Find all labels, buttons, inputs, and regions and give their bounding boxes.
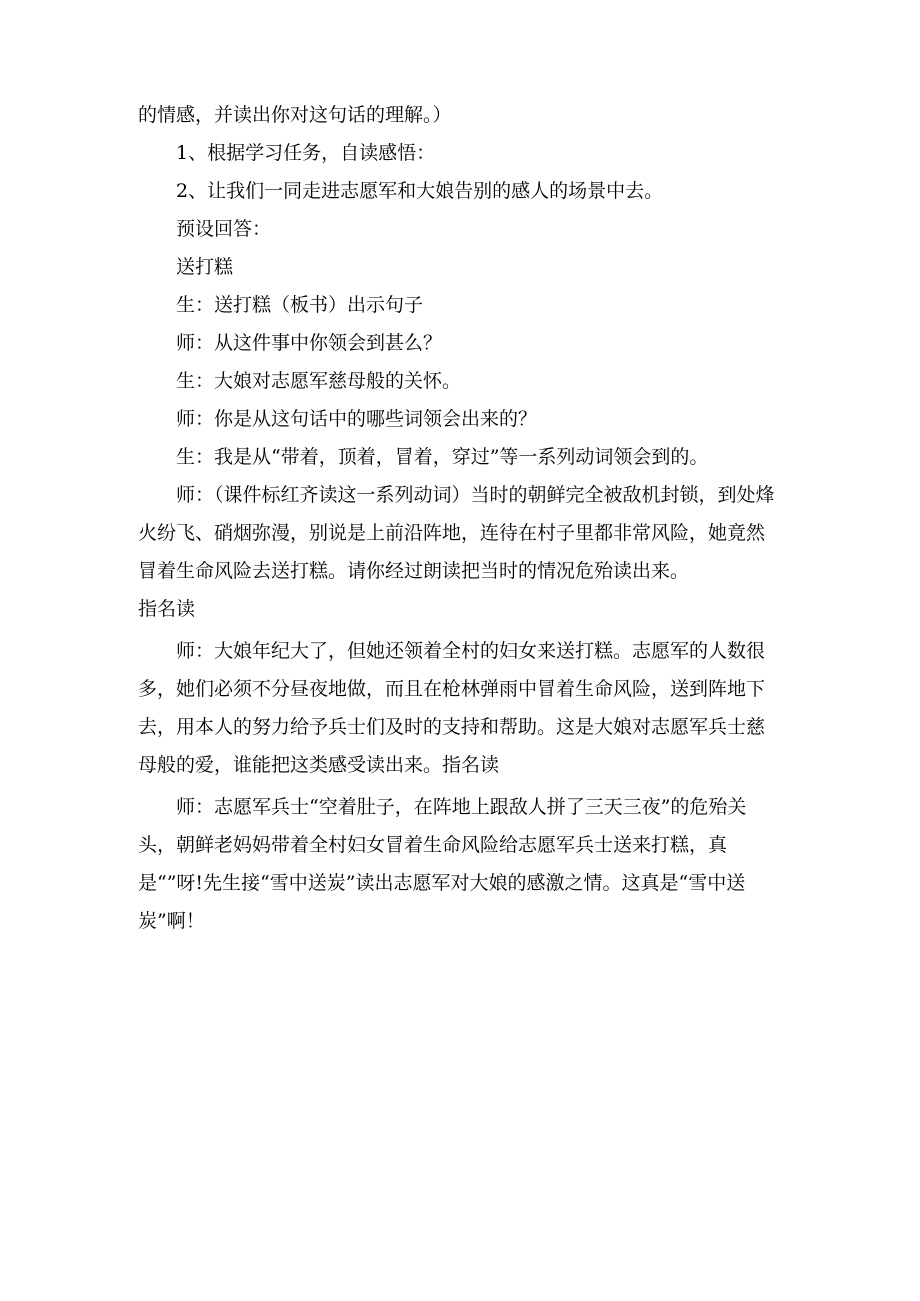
paragraph-preset-answer: 预设回答：: [176, 218, 272, 240]
paragraph-heading-rice-cake: 送打糕: [176, 256, 234, 278]
paragraph-continuation: 的情感，并读出你对这句话的理解。）: [138, 104, 452, 126]
paragraph-teacher-3: 师：（课件标红齐读这一系列动词）当时的朝鲜完全被敌机封锁，到处烽火纷飞、硝烟弥漫，别说是上前沿阵地，连待在村子里都非常风险，她竟然冒着生命风险去送打糕。请你经过朗读把当时的情况危殆读出来。: [138, 484, 775, 582]
paragraph-student-1: 生：送打糕（板书）出示句子: [176, 294, 424, 316]
paragraph-teacher-5: 师：志愿军兵士“空着肚子，在阵地上跟敌人拼了三天三夜”的危殆关头，朝鲜老妈妈带着全村妇女冒着生命风险给志愿军兵士送来打糕，真是“”呀!先生接“雪中送炭”读出志愿军对大娘的感激之情。这真是“雪中送炭”啊！: [138, 796, 747, 932]
paragraph-teacher-1: 师：从这件事中你领会到甚么？: [176, 332, 443, 354]
paragraph-student-3: 生：我是从“带着，顶着，冒着，穿过”等一系列动词领会到的。: [176, 446, 709, 468]
paragraph-student-2: 生：大娘对志愿军慈母般的关怀。: [176, 370, 462, 392]
paragraph-step-2: 2、让我们一同走进志愿军和大娘告别的感人的场景中去。: [176, 180, 664, 202]
paragraph-teacher-2: 师：你是从这句话中的哪些词领会出来的？: [176, 408, 538, 430]
paragraph-teacher-4: 师：大娘年纪大了，但她还领着全村的妇女来送打糕。志愿军的人数很多，她们必须不分昼夜地做，而且在枪林弹雨中冒着生命风险，送到阵地下去，用本人的努力给予兵士们及时的支持和帮助。这是大娘对志愿军兵士慈母般的爱，谁能把这类感受读出来。指名读: [138, 640, 766, 776]
paragraph-step-1: 1、根据学习任务，自读感悟：: [176, 142, 436, 164]
document-body: [138, 96, 783, 940]
paragraph-read-aloud: 指名读: [138, 598, 196, 620]
